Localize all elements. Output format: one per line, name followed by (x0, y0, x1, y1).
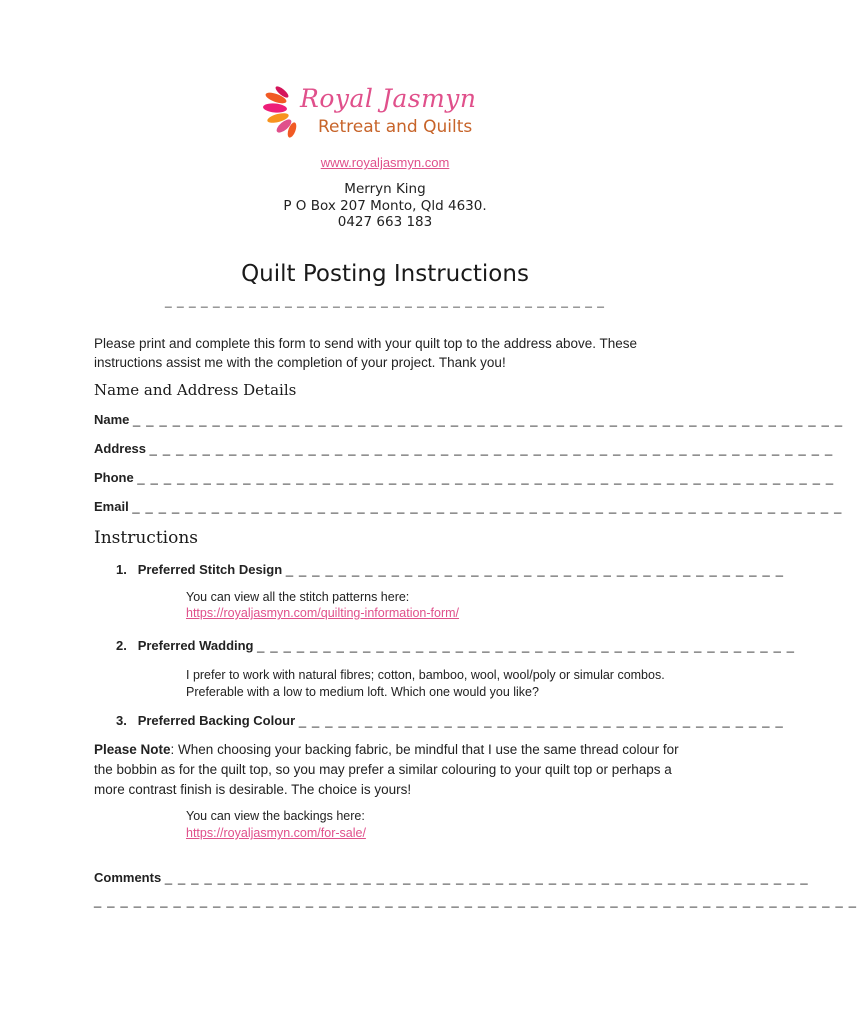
email-field[interactable] (94, 499, 843, 514)
phone-field[interactable] (94, 470, 834, 485)
logo-subtitle: Retreat and Quilts (318, 117, 473, 137)
backing-colour-label: Preferred Backing Colour (137, 713, 296, 728)
name-address-heading: Name and Address Details (94, 381, 297, 399)
phone-blank-line: _ _ _ _ _ _ _ _ _ _ _ _ _ _ _ _ _ _ _ _ _ _ _ _ _ _ _ _ _ _ _ _ _ _ _ _ _ _ _ _ _ _ _ _ _ _ _ _ _ _ _ _ _ (137, 470, 835, 485)
backings-note: You can view the backings here: (186, 809, 365, 823)
stitch-design-label: Preferred Stitch Design (137, 562, 283, 577)
stitch-design-blank-line: _ _ _ _ _ _ _ _ _ _ _ _ _ _ _ _ _ _ _ _ _ _ _ _ _ _ _ _ _ _ _ _ _ _ _ _ _ _ (285, 562, 785, 577)
please-note-paragraph (94, 740, 694, 800)
comments-blank-line: _ _ _ _ _ _ _ _ _ _ _ _ _ _ _ _ _ _ _ _ _ _ _ _ _ _ _ _ _ _ _ _ _ _ _ _ _ _ _ _ _ _ _ _ _ _ _ _ _ (164, 870, 809, 885)
please-note-label: Please Note (94, 742, 171, 757)
email-label: Email (94, 499, 129, 514)
backing-colour-blank-line: _ _ _ _ _ _ _ _ _ _ _ _ _ _ _ _ _ _ _ _ _ _ _ _ _ _ _ _ _ _ _ _ _ _ _ _ _ (298, 713, 784, 728)
address-label: Address (94, 441, 147, 456)
stitch-patterns-link[interactable]: https://royaljasmyn.com/quilting-information-form/ (186, 606, 460, 620)
website-link[interactable]: www.royaljasmyn.com (320, 155, 450, 170)
logo-title: Royal Jasmyn (300, 84, 477, 113)
name-field[interactable] (94, 412, 843, 427)
backings-link[interactable]: https://royaljasmyn.com/for-sale/ (186, 826, 366, 840)
wadding-blank-line: _ _ _ _ _ _ _ _ _ _ _ _ _ _ _ _ _ _ _ _ _ _ _ _ _ _ _ _ _ _ _ _ _ _ _ _ _ _ _ _ _ (257, 638, 796, 653)
comments-blank-line-2[interactable]: _ _ _ _ _ _ _ _ _ _ _ _ _ _ _ _ _ _ _ _ _ _ _ _ _ _ _ _ _ _ _ _ _ _ _ _ _ _ _ _ _ _ _ _ _ _ _ _ _ _ _ _ _ _ _ _ _ _ (94, 893, 857, 908)
address-blank-line: _ _ _ _ _ _ _ _ _ _ _ _ _ _ _ _ _ _ _ _ _ _ _ _ _ _ _ _ _ _ _ _ _ _ _ _ _ _ _ _ _ _ _ _ _ _ _ _ _ _ _ _ (149, 441, 834, 456)
flower-petals-icon (262, 84, 302, 144)
wadding-field[interactable] (116, 638, 795, 653)
name-blank-line: _ _ _ _ _ _ _ _ _ _ _ _ _ _ _ _ _ _ _ _ _ _ _ _ _ _ _ _ _ _ _ _ _ _ _ _ _ _ _ _ _ _ _ _ _ _ _ _ _ _ _ _ _ _ (133, 412, 844, 427)
comments-field[interactable] (94, 870, 809, 885)
intro-text: Please print and complete this form to send with your quilt top to the address above. These instructions assist me with the completion of your project. Thank you! (94, 336, 638, 370)
instructions-heading: Instructions (94, 528, 198, 548)
item-number: 3. (116, 713, 127, 728)
phone-label: Phone (94, 470, 134, 485)
email-blank-line: _ _ _ _ _ _ _ _ _ _ _ _ _ _ _ _ _ _ _ _ _ _ _ _ _ _ _ _ _ _ _ _ _ _ _ _ _ _ _ _ _ _ _ _ _ _ _ _ _ _ _ _ _ _ (132, 499, 843, 514)
wadding-label: Preferred Wadding (137, 638, 254, 653)
wadding-note: I prefer to work with natural fibres; cotton, bamboo, wool, wool/poly or simular combos. Preferable with a low to medium loft. Which one would you like? (186, 668, 665, 699)
item-number: 2. (116, 638, 127, 653)
page-title: Quilt Posting Instructions (241, 261, 529, 287)
contact-phone: 0427 663 183 (337, 214, 433, 230)
please-note-text: : When choosing your backing fabric, be mindful that I use the same thread colour for the bobbin as for the quilt top, so you may prefer a similar colouring to your quilt top or perhaps a more contrast finish is desirable. The choice is yours! (94, 742, 679, 797)
stitch-note: You can view all the stitch patterns here: (186, 590, 410, 604)
title-underline: _ _ _ _ _ _ _ _ _ _ _ _ _ _ _ _ _ _ _ _ _ _ _ _ _ _ _ _ _ _ _ _ _ _ _ _ _ (165, 294, 605, 308)
stitch-design-field[interactable] (116, 562, 784, 577)
item-number: 1. (116, 562, 127, 577)
contact-address: P O Box 207 Monto, Qld 4630. (283, 198, 487, 214)
backing-colour-field[interactable] (116, 713, 784, 728)
contact-name: Merryn King (344, 181, 426, 197)
address-field[interactable] (94, 441, 833, 456)
name-label: Name (94, 412, 130, 427)
comments-label: Comments (94, 870, 162, 885)
